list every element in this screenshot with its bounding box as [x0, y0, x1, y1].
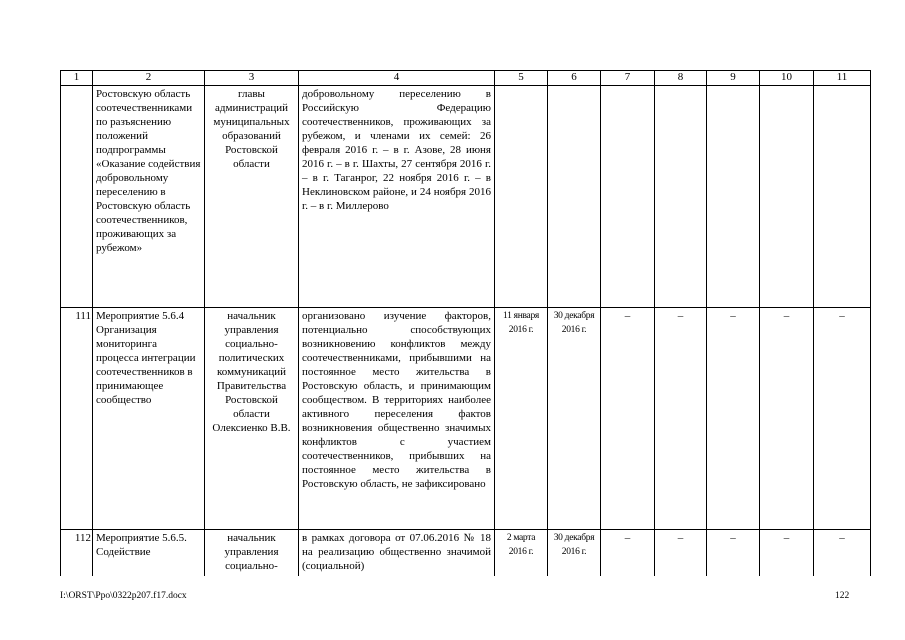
column-header: 7	[601, 71, 655, 86]
value-cell: –	[760, 308, 814, 530]
column-header: 8	[655, 71, 707, 86]
value-cell	[760, 86, 814, 308]
event-name-cell: Мероприятие 5.6.5. Содействие	[93, 530, 205, 576]
start-date-cell: 2 марта 2016 г.	[495, 530, 548, 576]
value-cell: –	[601, 308, 655, 530]
value-cell	[814, 86, 871, 308]
table-header-row	[61, 71, 871, 86]
event-name-cell: Мероприятие 5.6.4 Организация мониторинга процесса интеграции соотечественников в принимающее сообщество	[93, 308, 205, 530]
column-header: 3	[205, 71, 299, 86]
table-row	[61, 530, 871, 576]
column-header: 5	[495, 71, 548, 86]
column-header: 10	[760, 71, 814, 86]
value-cell: –	[707, 308, 760, 530]
value-cell: –	[814, 308, 871, 530]
value-cell	[707, 86, 760, 308]
start-date-cell	[495, 86, 548, 308]
value-cell: –	[655, 530, 707, 576]
value-cell: –	[707, 530, 760, 576]
result-cell: организовано изучение факторов, потенциально способствующих возникновению конфликтов между соотечественниками, прибывшими на постоянное место жительства в Ростовскую область, и принимающим сообществом. В территориях наиболее активного переселения фактов возникновения общественно значимых конфликтов с участием соотечественников, прибывших на постоянное место жительства в Ростовскую область, не зафиксировано	[299, 308, 495, 530]
table-row	[61, 308, 871, 530]
column-header: 2	[93, 71, 205, 86]
row-number: 111	[61, 308, 93, 530]
value-cell: –	[814, 530, 871, 576]
value-cell: –	[655, 308, 707, 530]
value-cell	[655, 86, 707, 308]
footer-file-path: I:\ORST\Ppo\0322p207.f17.docx	[60, 591, 187, 601]
value-cell	[601, 86, 655, 308]
start-date-cell: 11 января 2016 г.	[495, 308, 548, 530]
event-name-cell: Ростовскую область соотечественниками по разъяснению положений подпрограммы «Оказание содействия добровольному переселению в Ростовскую область соотечественников, проживающих за рубежом»	[93, 86, 205, 308]
responsible-cell: начальник управления социально-политических коммуникаций Правительства Ростовской области Олексиенко В.В.	[205, 308, 299, 530]
report-table	[60, 70, 871, 576]
result-cell: в рамках договора от 07.06.2016 № 18 на реализацию общественно значимой (социальной)	[299, 530, 495, 576]
column-header: 6	[548, 71, 601, 86]
column-header: 11	[814, 71, 871, 86]
row-number	[61, 86, 93, 308]
page-number: 122	[835, 591, 850, 601]
responsible-cell: главы администраций муниципальных образований Ростовской области	[205, 86, 299, 308]
column-header: 1	[61, 71, 93, 86]
row-number: 112	[61, 530, 93, 576]
value-cell: –	[760, 530, 814, 576]
end-date-cell	[548, 86, 601, 308]
responsible-cell: начальник управления социально-	[205, 530, 299, 576]
value-cell: –	[601, 530, 655, 576]
result-cell: добровольному переселению в Российскую Федерацию соотечественников, проживающих за рубежом, и членами их семей: 26 февраля 2016 г. – в г. Азове, 28 июня 2016 г. – в г. Шахты, 27 сентября 2016 г. – в г. Таганрог, 22 ноября 2016 г. – в Неклиновском районе, и 24 ноября 2016 г. – в г. Миллерово	[299, 86, 495, 308]
column-header: 9	[707, 71, 760, 86]
column-header: 4	[299, 71, 495, 86]
end-date-cell: 30 декабря 2016 г.	[548, 530, 601, 576]
end-date-cell: 30 декабря 2016 г.	[548, 308, 601, 530]
table-row	[61, 86, 871, 308]
